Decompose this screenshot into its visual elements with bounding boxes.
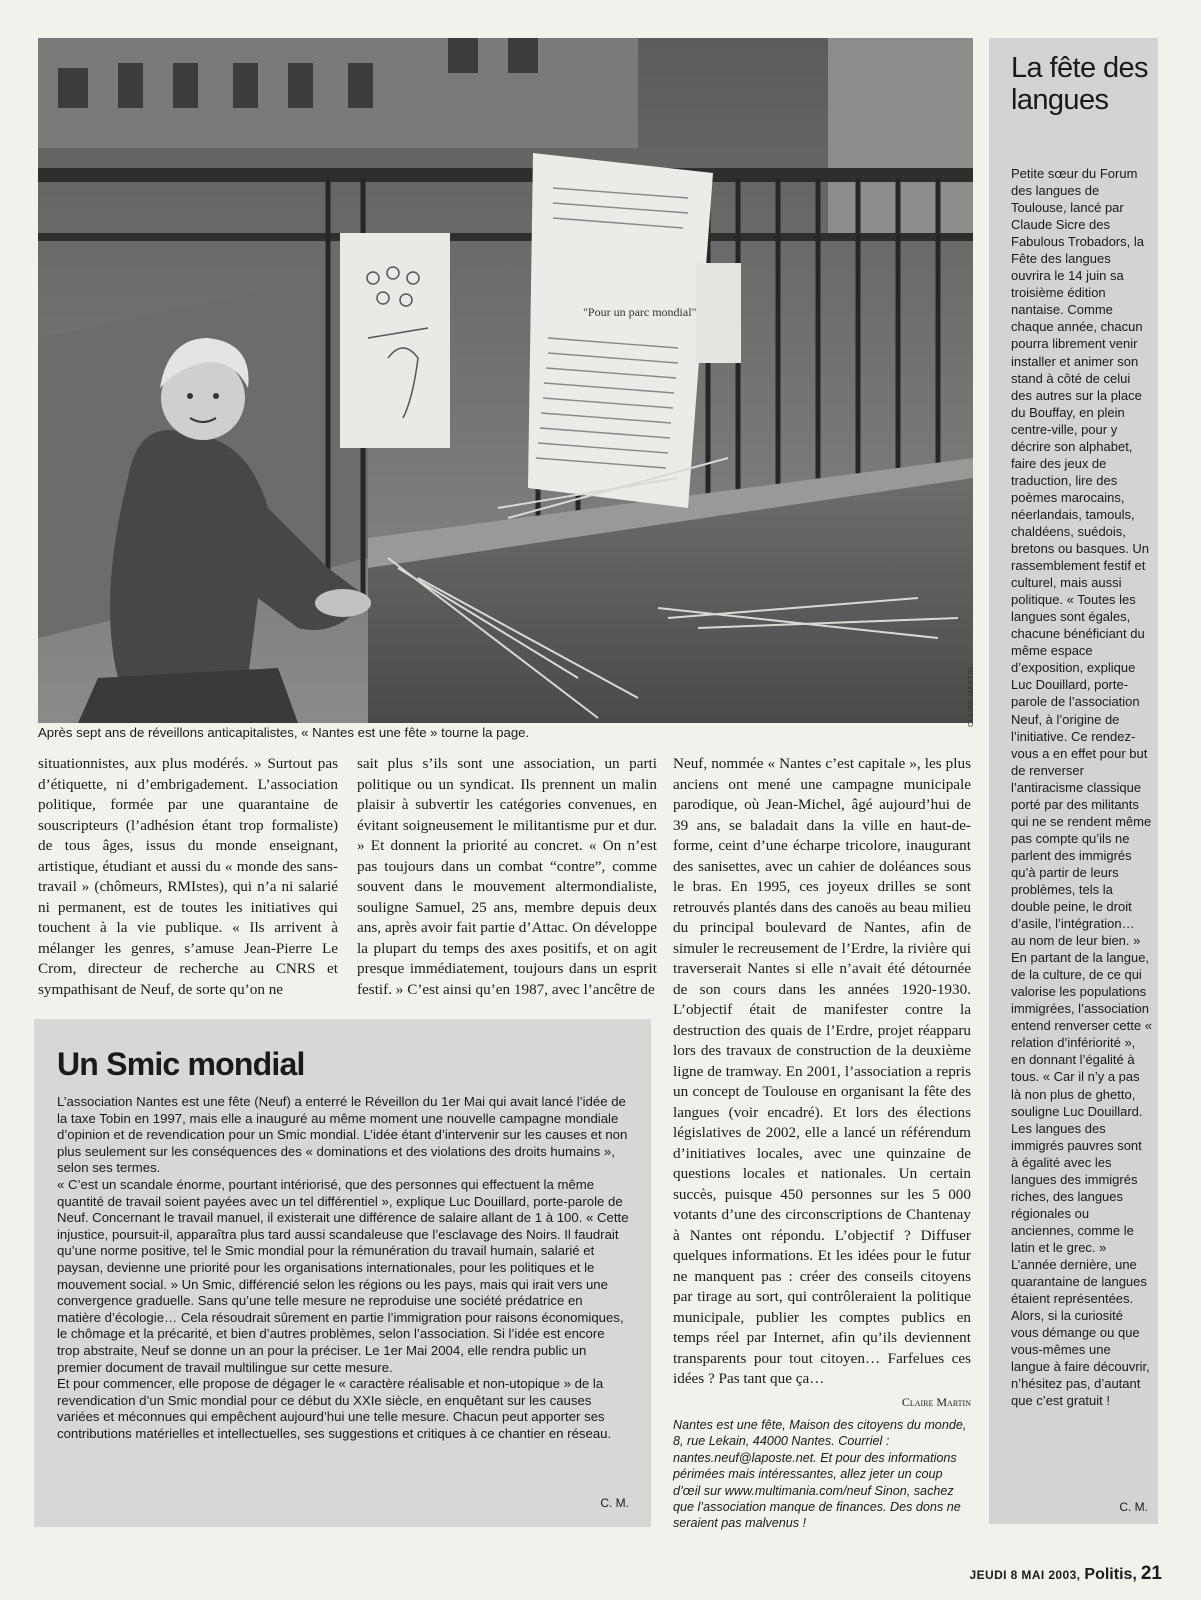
smic-paragraph-1: L’association Nantes est une fête (Neuf) a enterré le Réveillon du 1er Mai qui avait lancé l’idée de la taxe Tobin en 1997, mais elle a inauguré au même moment une nouvelle campagne mondiale d’opinion et de revendication pour un Smic mondial. L’idée étant d’intervenir sur les causes et non plus seulement sur les conséquences des « dominations et des violations des droits humains », selon ses termes. (57, 1094, 628, 1176)
photo-illustration (38, 38, 973, 723)
article-text-col1: situationnistes, aux plus modérés. » Surtout pas d’étiquette, ni d’embrigadement. L’association politique, formée par une quarantaine de souscripteurs (l’adhésion étant trop formaliste) de tous âges, issus du monde enseignant, artistique, étudiant et aussi du « monde des sans-travail » (chômeurs, RMIstes), qui n’a ni salarié ni permanent, est de toutes les initiatives qui touchent à la vie publique. « Ils arrivent à mélanger les genres, s’amuse Jean-Pierre Le Crom, directeur de recherche au CNRS et sympathisant de Neuf, de sorte qu’on ne (38, 755, 338, 998)
article-photo (38, 38, 973, 723)
page-footer (900, 1563, 1162, 1585)
poster-heading: "Pour un parc mondial" (583, 305, 697, 319)
smic-box-text (57, 1094, 629, 1442)
photo-caption: Après sept ans de réveillons anticapitalistes, « Nantes est une fête » tourne la page. (38, 725, 530, 740)
smic-box-signature: C. M. (600, 1496, 629, 1510)
article-text-col3: Neuf, nommée « Nantes c’est capitale », les plus anciens ont mené une campagne municipale parodique, où Jean-Michel, âgé aujourd’hui de 39 ans, se baladait dans la ville en haut-de-forme, ceint d’une écharpe tricolore, inaugurant des sanisettes, avec un cahier de doléances sous le bras. En 1995, ces joyeux drilles se sont retrouvés plantés dans des canoës au beau milieu du principal boulevard de Nantes, afin de simuler le recreusement de l’Erdre, la rivière qui traverserait Nantes si elle n’avait été détournée de son cours dans les années 1920-1930. L’objectif était de manifester contre la destruction des quais de l’Erdre, projet réapparu lors des travaux de construction de la deuxième ligne de tramway. En 2001, l’association a repris un concept de Toulouse en organisant la fête des langues (voir encadré). Et lors des élections législatives de 2002, elle a lancé un référendum d’initiatives locales, avec une quinzaine de questions locales et nationales. Un certain succès, puisque 450 personnes sur les 5 000 votants d’une des circonscriptions de Chantenay à Nantes ont répondu. L’objectif ? Diffuser quelques informations. Et les idées pour le futur ne manquent pas : créer des conseils citoyens par tirage au sort, qui contrôleraient la politique municipale, publier les comptes publics en temps réel par Internet, afin qu’ils deviennent transparents pour tout citoyen… Farfelues ces idées ? Pas tant que ça… (673, 755, 971, 1387)
sidebar-title: La fête des langues (1011, 52, 1148, 116)
smic-paragraph-3: Et pour commencer, elle propose de dégager le « caractère réalisable et non-utopique » de la revendication d’un Smic mondial pour ce début du XXIe siècle, en enquêtant sur les causes variées et méconnues qui empêchent aujourd’hui une telle mesure. Chacun peut apporter ses contributions matérielles et intellectuelles, ses suggestions et critiques à ce chantier en réseau. (57, 1376, 612, 1441)
footer-magazine: Politis, (1084, 1566, 1137, 1583)
article-column-1 (38, 754, 338, 1000)
photo-credit: CLAIRE MARTIN (968, 666, 975, 727)
article-column-3 (673, 754, 971, 1412)
article-text-col2: sait plus s’ils sont une association, un parti politique ou un syndicat. Ils prennent un malin plaisir à subvertir les catégories convenues, en évitant soigneusement le militantisme pur et dur. » Et donnent la priorité au concret. « On n’est pas toujours dans un combat “contre”, comme souvent dans le mouvement altermondialiste, souligne Samuel, 25 ans, membre depuis deux ans, après avoir fait partie d’Attac. On développe la plupart du temps des axes positifs, et on agit presque immédiatement, toujours dans un esprit festif. » C’est ainsi qu’en 1987, avec l’ancêtre de (357, 755, 657, 998)
article-column-2 (357, 754, 657, 1000)
smic-box-title: Un Smic mondial (57, 1046, 305, 1082)
smic-paragraph-2: « C’est un scandale énorme, pourtant intériorisé, que des personnes qui effectuent la même quantité de travail soient payées avec un tel différentiel », explique Luc Douillard, porte-parole de Neuf. Concernant le travail manuel, il existerait une différence de salaire allant de 1 à 100. « Cette injustice, poursuit-il, apparaîtra plus tard aussi scandaleuse que l’esclavage des Noirs. Il faudrait qu’une norme positive, tel le Smic mondial pour la rémunération du travail humain, salarié et paysan, devienne une priorité pour les organisations internationales, pour les politiques et le mouvement social. » Un Smic, différencié selon les régions ou les pays, mais qui irait vers une convergence graduelle. Sans qu’une telle mesure ne reproduise une société prédatrice en matière d’écologie… Cela résoudrait sûrement en partie l’immigration pour raisons économiques, le chômage et la précarité, et bien d’autres problèmes, selon l’association. Si l’idée est encore trop abstraite, Neuf se donne un an pour la préciser. Le 1er Mai 2004, elle rendra public un premier document de travail multilingue sur cette mesure. (57, 1176, 629, 1375)
contact-info: Nantes est une fête, Maison des citoyens du monde, 8, rue Lekain, 44000 Nantes. Courriel : nantes.neuf@laposte.net. Et pour des informations périmées mais intéressantes, allez jeter un coup d’œil sur www.multimania.com/neuf Sinon, sachez que l’association manque de finances. Des dons ne seraient pas malvenus ! (673, 1418, 967, 1531)
sidebar-signature: C. M. (1119, 1500, 1148, 1514)
footer-date: JEUDI 8 MAI 2003, (969, 1568, 1081, 1582)
footer-page-number: 21 (1140, 1563, 1162, 1584)
article-signature: Claire Martin (901, 1394, 971, 1409)
sidebar-text: Petite sœur du Forum des langues de Toulouse, lancé par Claude Sicre des Fabulous Trobadors, la Fête des langues ouvrira le 14 juin sa troisième édition nantaise. Comme chaque année, chacun pourra librement venir installer et animer son stand à côté de celui des autres sur la place du Bouffay, en plein centre-ville, pour y décrire son alphabet, faire des jeux de traduction, lire des poèmes marocains, néerlandais, tamouls, chaldéens, suédois, bretons ou basques. Un rassemblement festif et culturel, mais aussi politique. « Toutes les langues sont égales, chacune bénéficiant du même espace d’exposition, explique Luc Douillard, porte-parole de l’association Neuf, à l’origine de l’initiative. Ce rendez-vous a en effet pour but de renverser l’antiracisme classique porté par des militants qui ne se rendent même pas compte qu’ils ne parlent des immigrés qu’à partir de leurs problèmes, tels la double peine, le droit d’asile, l’intégration… au nom de leur bien. » En partant de la langue, de la culture, de ce qui valorise les populations immigrées, l’association entend renverser cette « relation d’infériorité », en donnant l’égalité à tous. « Car il n’y a pas là non plus de ghetto, souligne Luc Douillard. Les langues des immigrés pauvres sont à égalité avec les langues des immigrés riches, des langues régionales ou anciennes, comme le latin et le grec. » L’année dernière, une quarantaine de langues étaient représentées. Alors, si la curiosité vous démange ou que vous-mêmes une langue à faire découvrir, n’hésitez pas, d’autant que c’est gratuit ! (1011, 166, 1152, 1409)
